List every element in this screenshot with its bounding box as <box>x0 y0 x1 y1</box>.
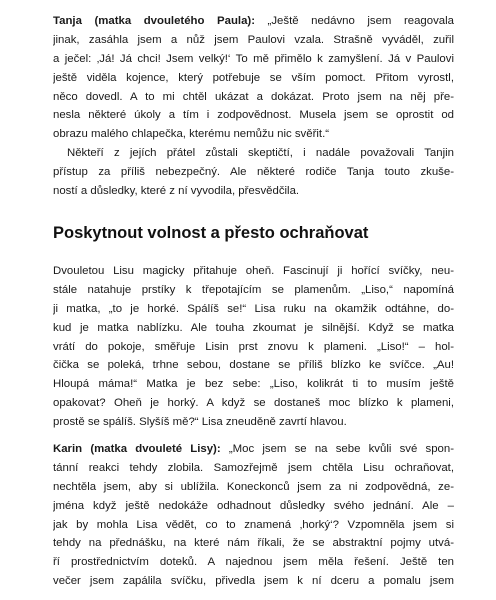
text-line: jak by mohla Lisa vědět, co to znamená ‚horký‘? Vzpomněla jsem si <box>53 518 454 531</box>
text-line: jinak, zasáhla jsem a nůž jsem Paulovi vzala. Strašně vyváděl, zuřil <box>53 33 454 46</box>
text-line: stále natahuje prstíky k třepotajícím se plamenům. „Liso,“ napomíná <box>53 283 454 296</box>
section-heading: Poskytnout volnost a přesto ochraňovat <box>53 224 369 242</box>
text-line: čička se poleká, trhne sebou, dostane se příliš blízko ke svíčce. „Au! <box>53 359 454 372</box>
text-line: ří prostřednictvím doteků. A najednou jsem měla řešení. Ještě ten <box>53 556 454 569</box>
text-line: kud je matka nablízku. Ale touha zkoumat je silnější. Když se matka <box>53 321 454 334</box>
text-line: Karin (matka dvouleté Lisy): „Moc jsem se na sebe kvůli své spon- <box>53 443 454 455</box>
text-line: Hloupá máma!“ Matka je bez sebe: „Liso, kolikrát ti to musím ještě <box>53 378 454 391</box>
text-line: přístup za příliš nebezpečný. Ale některé rodiče Tanja touto zkuše- <box>53 166 454 179</box>
text-line: opakovat? Oheň je horký. A když se dostaneš moc blízko k plameni, <box>53 397 454 410</box>
text-line: Tanja (matka dvouletého Paula): „Ještě nedávno jsem reagovala <box>53 15 454 27</box>
paragraph-tanja-quote <box>53 12 454 201</box>
text-line: ji matka, „to je horké. Spálíš se!“ Lisa ruku na okamžik odtáhne, do- <box>53 302 454 315</box>
text-line: něco dovedl. A to mi chtěl ukázat a dokázat. Proto jsem na něj pře- <box>53 90 454 103</box>
text-line: a ječel: ‚Já! Já chci! Jsem velký!‘ To mě přimělo k zamyšlení. Já v Paulovi <box>53 52 454 65</box>
speaker-label: Karin (matka dvouleté Lisy): <box>53 443 221 455</box>
text-line: tehdy na přednášku, na které nám říkali, že se abstraktní pojmy utvá- <box>53 537 454 550</box>
speaker-label: Tanja (matka dvouletého Paula): <box>53 15 255 27</box>
text-line: ještě viděla kojence, který potřebuje se vším pomoct. Přitom vyrostl, <box>53 71 454 84</box>
text-line: nesla některé úkoly a tím i zodpovědnost. Musela jsem se oprostit od <box>53 109 454 122</box>
paragraph-karin-quote <box>53 440 454 591</box>
text-line: Dvouletou Lisu magicky přitahuje oheň. Fascinují ji hořící svíčky, neu- <box>53 265 454 277</box>
paragraph-lisa-fire <box>53 262 454 432</box>
text-line: vrátí do pokoje, směřuje Lisin prst znovu k plameni. „Liso!“ – hol- <box>53 340 454 353</box>
text-line: nechtěla jsem, aby si ublížila. Koneckonců jsem za ni zodpovědná, ze- <box>53 480 454 493</box>
text-line: večer jsem zapálila svíčku, přivedla jsem k ní dceru a pomalu jsem <box>53 575 454 588</box>
text-line: Někteří z jejích přátel zůstali skeptičtí, i nadále považovali Tanjin <box>67 147 454 160</box>
text-line: ností a důsledky, které z ní vyvodila, přesvědčila. <box>53 185 300 198</box>
text-line: prostě se spálíš. Slyšíš mě?“ Lisa zneuděně zavrtí hlavou. <box>53 416 347 429</box>
text-line: jména když ještě nedokáže odhadnout důsledky svého jednání. Ale – <box>53 499 454 512</box>
text-line: obrazu malého chlapečka, kterému nemůžu nic svěřit.“ <box>53 128 330 141</box>
text-line: tánní reakci tehdy zlobila. Samozřejmě jsem chtěla Lisu ochraňovat, <box>53 461 454 474</box>
